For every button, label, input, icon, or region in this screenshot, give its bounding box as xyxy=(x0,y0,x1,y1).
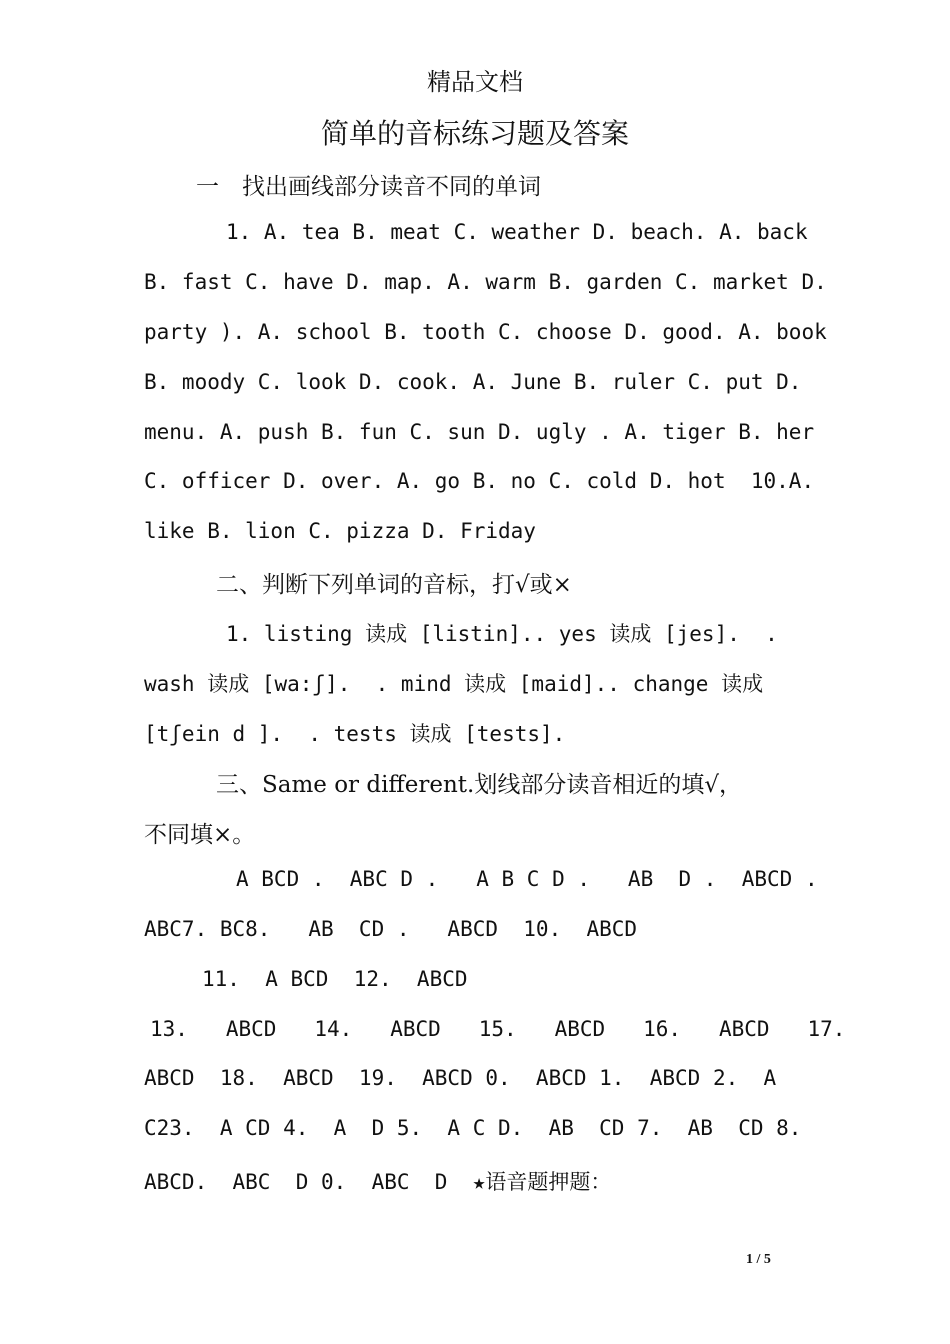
paragraph-line: C. officer D. over. A. go B. no C. cold D. hot 10.A. xyxy=(144,469,815,493)
section-heading-1: 一 找出画线部分读音不同的单词 xyxy=(196,174,541,200)
paragraph-line: 1. A. tea B. meat C. weather D. beach. A. back xyxy=(226,220,808,244)
document-header: 精品文档 xyxy=(427,68,523,96)
page-title: 简单的音标练习题及答案 xyxy=(320,117,629,150)
paragraph-line: 13. ABCD 14. ABCD 15. ABCD 16. ABCD 17. xyxy=(150,1017,846,1041)
paragraph-line: ABC7. BC8. AB CD . ABCD 10. ABCD xyxy=(144,917,638,941)
paragraph-line: [tʃein d ]. . tests 读成 [tests]. xyxy=(144,722,566,746)
paragraph-line: party ). A. school B. tooth C. choose D. good. A. book xyxy=(144,320,827,344)
paragraph-line: menu. A. push B. fun C. sun D. ugly . A. tiger B. her xyxy=(144,420,815,444)
paragraph-line: C23. A CD 4. A D 5. A C D. AB CD 7. AB CD 8. xyxy=(144,1116,802,1140)
paragraph-line: A BCD . ABC D . A B C D . AB D . ABCD . xyxy=(236,867,818,891)
paragraph-line: ABCD. ABC D 0. ABC D ★语音题押题： xyxy=(144,1170,612,1194)
paragraph-line: ABCD 18. ABCD 19. ABCD 0. ABCD 1. ABCD 2. A xyxy=(144,1066,777,1090)
section-heading-3: 三、Same or different.划线部分读音相近的填√， xyxy=(216,772,743,798)
section-heading-2: 二、判断下列单词的音标，打√或× xyxy=(216,572,572,598)
paragraph-line: B. moody C. look D. cook. A. June B. ruler C. put D. xyxy=(144,370,802,394)
paragraph-line: 1. listing 读成 [listin].. yes 读成 [jes]. . xyxy=(226,622,778,646)
section-heading-3-cont: 不同填×。 xyxy=(144,822,256,848)
paragraph-line: B. fast C. have D. map. A. warm B. garden C. market D. xyxy=(144,270,827,294)
paragraph-line: wash 读成 [wa:ʃ]. . mind 读成 [maid].. change 读成 xyxy=(144,672,764,696)
page-number: 1 / 5 xyxy=(746,1252,771,1267)
paragraph-line: like B. lion C. pizza D. Friday xyxy=(144,519,536,543)
paragraph-line: 11. A BCD 12. ABCD xyxy=(202,967,468,991)
